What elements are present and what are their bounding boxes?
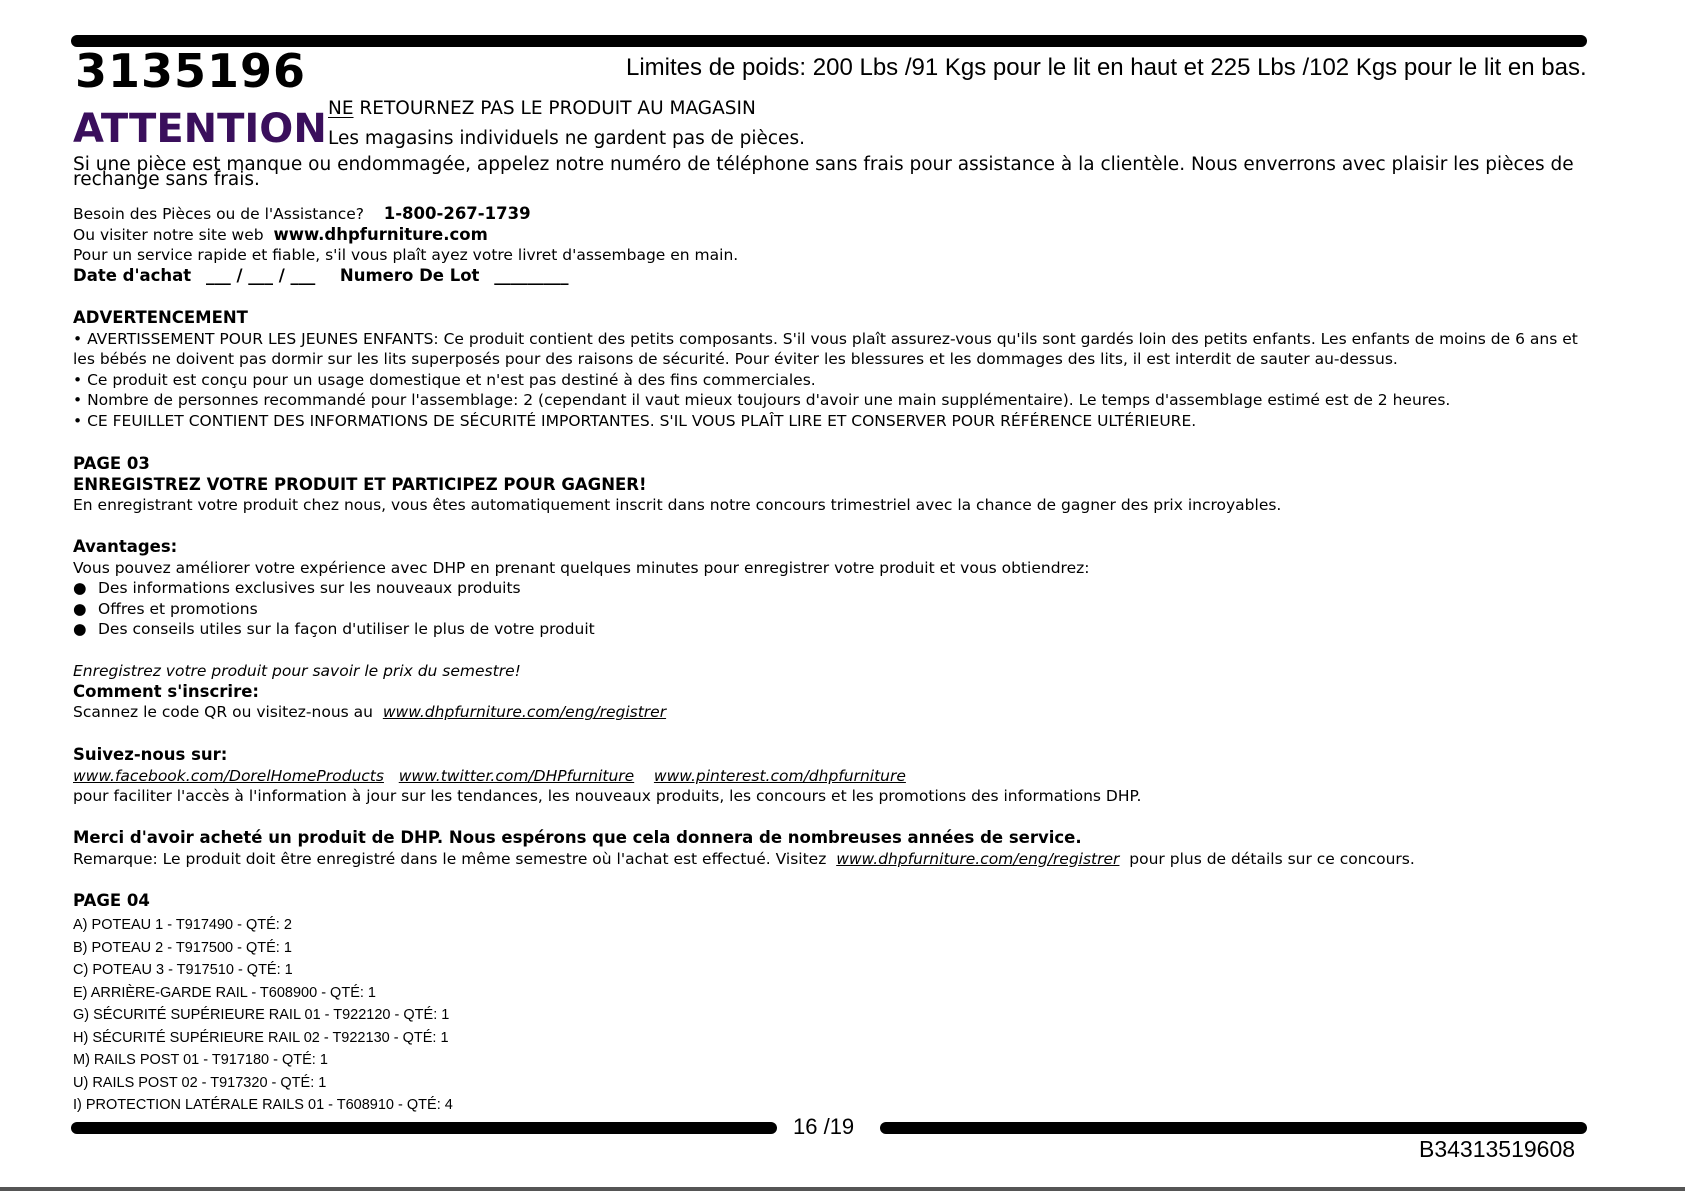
benefits-title: Avantages:: [73, 537, 178, 556]
part-item: B) POTEAU 2 - T917500 - QTÉ: 1: [73, 939, 292, 956]
contact-block: [73, 204, 738, 286]
service-note: Pour un service rapide et fiable, s'il vous plaît ayez votre livret d'assembage en main.: [73, 246, 739, 265]
parts-list: [73, 914, 453, 1117]
page03-label: PAGE 03: [73, 454, 150, 473]
benefit-item: ● Offres et promotions: [73, 599, 258, 618]
document-code: B34313519608: [1419, 1136, 1576, 1162]
warning-block: [73, 308, 1578, 432]
pinterest-link[interactable]: www.pinterest.com/dhpfurniture: [653, 766, 906, 785]
follow-title: Suivez-nous sur:: [73, 745, 228, 764]
phone-number: 1-800-267-1739: [383, 204, 531, 223]
remark-text-end: pour plus de détails sur ce concours.: [1129, 849, 1415, 868]
benefit-item: ● Des conseils utiles sur la façon d'utiliser le plus de votre produit: [73, 620, 595, 639]
remark-text: Remarque: Le produit doit être enregistré dans le même semestre où l'achat est effectué. Visitez: [73, 849, 827, 868]
semester-prize: Enregistrez votre produit pour savoir le prix du semestre!: [73, 662, 521, 680]
register-text: En enregistrant votre produit chez nous, vous êtes automatiquement inscrit dans notre concours trimestriel avec la chance de gagner des prix incroyables.: [73, 496, 1282, 515]
benefits-intro: Vous pouvez améliorer votre expérience avec DHP en prenant quelques minutes pour enregistrer votre produit et vous obtiendrez:: [73, 558, 1090, 577]
model-number: 3135196: [75, 44, 307, 98]
warning-line: les bébés ne doivent pas dormir sur les lits superposés pour des raisons de sécurité. Pour éviter les blessures et les dommages des lits, il est interdit de sauter au-dessus.: [73, 350, 1398, 369]
warning-line: • CE FEUILLET CONTIENT DES INFORMATIONS DE SÉCURITÉ IMPORTANTES. S'IL VOUS PLAÎT LIRE ET CONSERVER POUR RÉFÉRENCE ULTÉRIEURE.: [73, 411, 1197, 430]
twitter-link[interactable]: www.twitter.com/DHPfurniture: [398, 766, 635, 785]
no-return-notice: [328, 98, 756, 119]
register-link[interactable]: www.dhpfurniture.com/eng/registrer: [382, 703, 667, 722]
facebook-link[interactable]: www.facebook.com/DorelHomeProducts: [73, 766, 384, 785]
benefit-item: ● Des informations exclusives sur les nouveaux produits: [73, 579, 521, 598]
need-parts-label: Besoin des Pièces ou de l'Assistance?: [73, 205, 364, 223]
no-parts-notice: Les magasins individuels ne gardent pas de pièces.: [328, 128, 805, 149]
remark-link[interactable]: www.dhpfurniture.com/eng/registrer: [836, 849, 1120, 868]
part-item: H) SÉCURITÉ SUPÉRIEURE RAIL 02 - T922130 - QTÉ: 1: [73, 1029, 449, 1046]
no-return-text: RETOURNEZ PAS LE PRODUIT AU MAGASIN: [353, 98, 756, 119]
warning-title: ADVERTENCEMENT: [73, 308, 248, 327]
page04-label: PAGE 04: [73, 891, 150, 910]
benefits-block: [73, 537, 1089, 640]
lot-label: Numero De Lot: [339, 265, 480, 285]
page-number: 16 /19: [793, 1114, 855, 1139]
part-item: E) ARRIÈRE-GARDE RAIL - T608900 - QTÉ: 1: [73, 984, 376, 1001]
no-return-underlined: NE: [328, 98, 354, 119]
how-title: Comment s'inscrire:: [73, 681, 259, 701]
thanks-block: [73, 828, 1415, 869]
follow-block: [73, 745, 1141, 807]
bottom-rule-right: [880, 1122, 1587, 1134]
missing-part-notice: Si une pièce est manque ou endommagée, appelez notre numéro de téléphone sans frais pour assistance à la clientèle. Nous enverrons avec plaisir les pièces de rechange sans frais.: [73, 154, 1574, 190]
warning-line: • Nombre de personnes recommandé pour l'assemblage: 2 (cependant il vaut mieux toujours d'avoir une main supplémentaire). Le temps d'assemblage estimé est de 2 heures.: [73, 391, 1451, 410]
part-item: C) POTEAU 3 - T917510 - QTÉ: 1: [73, 962, 293, 978]
part-item: G) SÉCURITÉ SUPÉRIEURE RAIL 01 - T922120 - QTÉ: 1: [73, 1007, 450, 1023]
register-title: ENREGISTREZ VOTRE PRODUIT ET PARTICIPEZ POUR GAGNER!: [73, 474, 647, 494]
page04-label-row: [73, 891, 150, 912]
attention-heading: ATTENTION: [73, 106, 327, 152]
social-text: pour faciliter l'accès à l'information à jour sur les tendances, les nouveaux produits, les concours et les promotions des informations DHP.: [73, 787, 1142, 806]
part-item: I) PROTECTION LATÉRALE RAILS 01 - T608910 - QTÉ: 4: [73, 1097, 453, 1113]
purchase-date-field: ___ / ___ / ___: [205, 265, 316, 285]
how-to-register-block: [73, 661, 666, 723]
lot-field: _________: [494, 265, 569, 285]
warning-line: • Ce produit est conçu pour un usage domestique et n'est pas destiné à des fins commerciales.: [73, 370, 816, 389]
page03-register-block: [73, 454, 1281, 516]
page-bottom-edge: [0, 1187, 1685, 1191]
website-link[interactable]: www.dhpfurniture.com: [273, 224, 488, 244]
weight-limits: Limites de poids: 200 Lbs /91 Kgs pour le lit en haut et 225 Lbs /102 Kgs pour le lit en bas.: [626, 54, 1587, 81]
purchase-date-label: Date d'achat: [73, 265, 192, 285]
bottom-rule-left: [71, 1122, 777, 1134]
part-item: A) POTEAU 1 - T917490 - QTÉ: 2: [73, 917, 292, 933]
website-label: Ou visiter notre site web: [73, 225, 264, 244]
part-item: U) RAILS POST 02 - T917320 - QTÉ: 1: [73, 1074, 327, 1091]
thanks-text: Merci d'avoir acheté un produit de DHP. Nous espérons que cela donnera de nombreuses années de service.: [73, 828, 1082, 847]
part-item: M) RAILS POST 01 - T917180 - QTÉ: 1: [73, 1052, 328, 1068]
how-text: Scannez le code QR ou visitez-nous au: [73, 703, 373, 722]
warning-line: • AVERTISSEMENT POUR LES JEUNES ENFANTS: Ce produit contient des petits composants. S'il vous plaît assurez-vous qu'ils sont gardés loin des petits enfants. Les enfants de moins de 6 ans et: [73, 329, 1578, 348]
